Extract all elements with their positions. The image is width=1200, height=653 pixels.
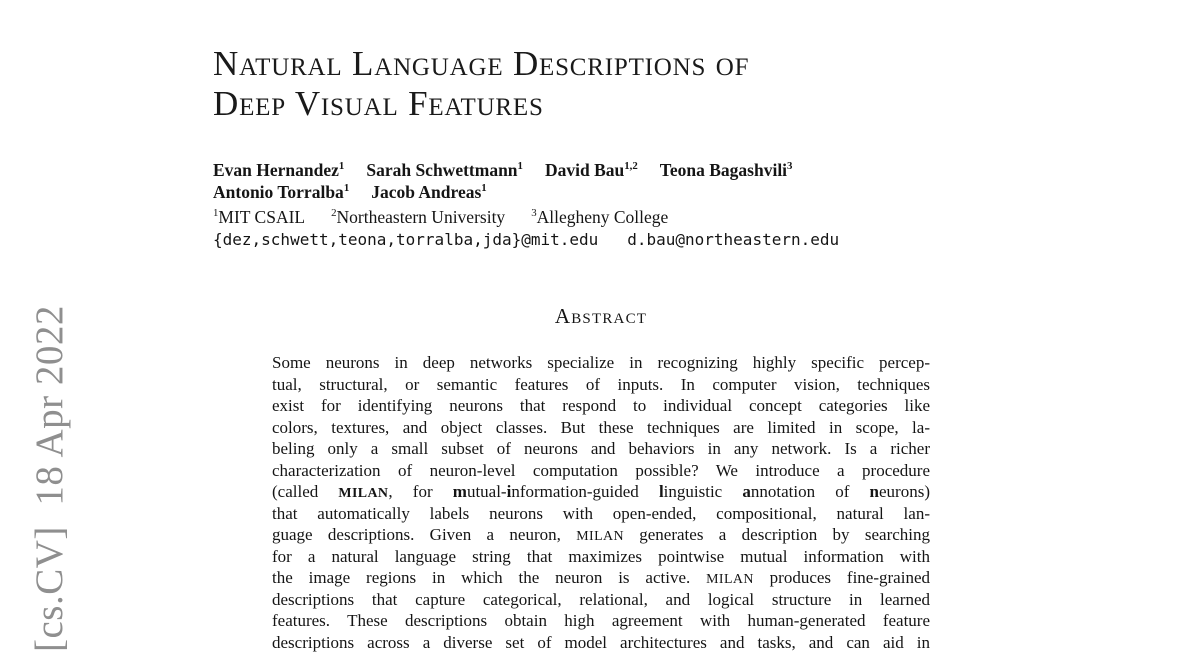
- paper-title-line-2: Deep Visual Features: [213, 84, 749, 124]
- abstract-line: [272, 352, 930, 374]
- author-row: [213, 159, 792, 181]
- text-segment: for a natural language string that maximizes pointwise mutual information with: [272, 547, 930, 566]
- abstract-line: [272, 546, 930, 568]
- author-affiliation-sup: 1,2: [624, 160, 638, 172]
- abstract-line: [272, 417, 930, 439]
- text-segment: the image regions in which the neuron is active.: [272, 568, 706, 587]
- author-row: [213, 181, 792, 203]
- abstract-line: [272, 481, 930, 503]
- author-affiliation-sup: 1: [518, 160, 523, 172]
- affiliation-sup: 3: [531, 207, 536, 219]
- text-segment: Some neurons in deep networks specialize in recognizing highly specific percep-: [272, 353, 930, 372]
- author-affiliation-sup: 3: [787, 160, 792, 172]
- text-segment: characterization of neuron-level computation possible? We introduce a procedure: [272, 461, 930, 480]
- text-segment: , for: [388, 482, 452, 501]
- text-segment: m: [453, 482, 467, 501]
- authors-block: [213, 159, 792, 203]
- text-segment: descriptions across a diverse set of model architectures and tasks, and can aid in: [272, 633, 930, 652]
- text-segment: nformation-guided: [511, 482, 659, 501]
- text-segment: colors, textures, and object classes. But these techniques are limited in scope, la-: [272, 418, 930, 437]
- text-segment: i: [507, 482, 512, 501]
- milan-smallcaps: MILAN: [706, 572, 754, 587]
- text-segment: utual-: [467, 482, 507, 501]
- text-segment: (called: [272, 482, 338, 501]
- text-segment: features. These descriptions obtain high agreement with human-generated feature: [272, 611, 930, 630]
- arxiv-watermark: [cs.CV] 18 Apr 2022: [27, 305, 72, 652]
- author: Evan Hernandez$^1$: [213, 160, 344, 180]
- text-segment: that automatically labels neurons with open-ended, compositional, natural lan-: [272, 504, 930, 523]
- affiliation: $^1$MIT CSAIL: [213, 207, 305, 227]
- text-segment: exist for identifying neurons that respond to individual concept categories like: [272, 396, 930, 415]
- author: Sarah Schwettmann$^1$: [366, 160, 523, 180]
- abstract-line: [272, 374, 930, 396]
- milan-smallcaps: MILAN: [338, 486, 388, 501]
- paper-title-line-1: Natural Language Descriptions of: [213, 44, 749, 84]
- abstract-line: [272, 589, 930, 611]
- author-affiliation-sup: 1: [339, 160, 344, 172]
- author: Teona Bagashvili$^3$: [660, 160, 793, 180]
- text-segment: nnotation of: [751, 482, 870, 501]
- abstract-line: [272, 524, 930, 546]
- abstract-line: [272, 610, 930, 632]
- abstract-line: [272, 503, 930, 525]
- text-segment: inguistic: [664, 482, 743, 501]
- text-segment: beling only a small subset of neurons and behaviors in any network. Is a richer: [272, 439, 930, 458]
- text-segment: eurons): [879, 482, 930, 501]
- paper-title: [213, 44, 749, 124]
- emails-line: {dez,schwett,teona,torralba,jda}@mit.edu d.bau@northeastern.edu: [213, 230, 839, 250]
- affiliations-line: [213, 206, 668, 228]
- abstract-body: [272, 352, 930, 653]
- abstract-line: [272, 567, 930, 589]
- affiliation: $^2$Northeastern University: [331, 207, 505, 227]
- affiliation-sup: 1: [213, 207, 218, 219]
- abstract-line: [272, 395, 930, 417]
- author-affiliation-sup: 1: [344, 182, 349, 194]
- author: Antonio Torralba$^1$: [213, 182, 349, 202]
- abstract-line: [272, 438, 930, 460]
- text-segment: generates a description by searching: [624, 525, 930, 544]
- author: David Bau$^{1,2}$: [545, 160, 638, 180]
- text-segment: descriptions that capture categorical, relational, and logical structure in learned: [272, 590, 930, 609]
- abstract-line: [272, 460, 930, 482]
- text-segment: n: [870, 482, 879, 501]
- author: Jacob Andreas$^1$: [371, 182, 486, 202]
- abstract-line: [272, 632, 930, 653]
- text-segment: a: [742, 482, 751, 501]
- text-segment: tual, structural, or semantic features of inputs. In computer vision, techniques: [272, 375, 930, 394]
- abstract-heading: Abstract: [272, 304, 930, 329]
- author-affiliation-sup: 1: [481, 182, 486, 194]
- affiliation-sup: 2: [331, 207, 336, 219]
- milan-smallcaps: MILAN: [576, 529, 624, 544]
- text-segment: l: [659, 482, 664, 501]
- text-segment: produces fine-grained: [754, 568, 930, 587]
- text-segment: guage descriptions. Given a neuron,: [272, 525, 576, 544]
- affiliation: $^3$Allegheny College: [531, 207, 668, 227]
